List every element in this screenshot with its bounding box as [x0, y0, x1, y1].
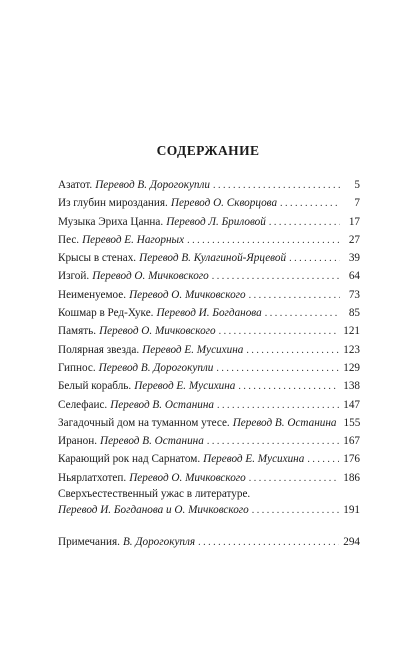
dot-leader [198, 534, 339, 552]
entry-page-number: 147 [343, 398, 360, 411]
dot-leader [213, 177, 340, 195]
entry-translator: Перевод О. Мичковского [92, 270, 209, 283]
entry-title: Загадочный дом на туманном утесе. [58, 416, 230, 429]
dot-leader [249, 287, 340, 305]
entry-translator: В. Дорогокупля [122, 535, 196, 548]
entry-page-number: 121 [343, 325, 360, 338]
dot-leader [216, 360, 339, 378]
dot-leader [212, 268, 340, 286]
toc-entry[interactable] [58, 469, 360, 487]
toc-entry[interactable] [58, 322, 360, 340]
toc-entry[interactable] [58, 396, 360, 414]
toc-entry[interactable] [58, 249, 360, 267]
toc-entry[interactable] [58, 432, 360, 450]
entry-title: Ньярлатхотеп. [58, 471, 127, 484]
entry-title: Иранон. [58, 435, 98, 448]
entry-title: Гипнос. [58, 361, 96, 374]
entry-title: Полярная звезда. [58, 343, 140, 356]
dot-leader [280, 195, 340, 213]
entry-title: Белый корабль. [58, 380, 132, 393]
toc-entry[interactable] [58, 450, 360, 468]
entry-page-number: 85 [348, 307, 360, 320]
entry-title: Музыка Эриха Цанна. [58, 215, 164, 228]
entry-title: Изгой. [58, 270, 90, 283]
entry-title: Карающий рок над Сарнатом. [58, 453, 201, 466]
entry-title: Из глубин мироздания. [58, 197, 168, 210]
page-title: СОДЕРЖАНИЕ [156, 143, 260, 158]
entry-translator: Перевод В. Останина [110, 398, 215, 411]
entry-page-number: 7 [354, 197, 360, 210]
entry-translator: Перевод О. Скворцова [170, 197, 278, 210]
dot-leader [187, 232, 340, 250]
toc-entry[interactable] [58, 377, 360, 395]
entry-page-number: 73 [348, 288, 360, 301]
entry-translator: Перевод В. Дорогокупли [98, 361, 214, 374]
entry-translator: Перевод В. Останина [232, 416, 337, 429]
toc-entry[interactable] [58, 267, 360, 285]
entry-page-number: 39 [348, 252, 360, 265]
table-of-contents [58, 176, 360, 551]
entry-title: Селефаис. [58, 398, 108, 411]
toc-entry[interactable] [58, 359, 360, 377]
entry-page-number: 186 [343, 471, 360, 484]
toc-entry[interactable] [58, 176, 360, 194]
toc-entry[interactable] [58, 286, 360, 304]
entry-title: Неименуемое. [58, 288, 127, 301]
dot-leader [289, 250, 340, 268]
dot-leader [265, 305, 340, 323]
toc-entry[interactable] [58, 414, 360, 432]
entry-page-number: 129 [343, 361, 360, 374]
entry-translator: Перевод В. Кулагиной-Ярцевой [139, 252, 287, 265]
entry-page-number: 138 [343, 380, 360, 393]
entry-translator: Перевод В. Дорогокупли [95, 179, 210, 191]
entry-title: Азатот. [58, 179, 93, 191]
entry-translator: Перевод И. Богданова [156, 307, 262, 320]
entry-page-number: 123 [343, 343, 360, 356]
entry-title: Сверхъестественный ужас в литературе. [58, 488, 251, 501]
entry-translator: Перевод О. Мичковского [99, 325, 216, 338]
toc-entry[interactable] [58, 231, 360, 249]
toc-entry-notes[interactable] [58, 533, 360, 551]
entry-page-number: 17 [348, 215, 360, 228]
entry-page-number: 5 [354, 179, 360, 191]
dot-leader [219, 323, 340, 341]
entry-translator: Перевод О. Мичковского [129, 471, 246, 484]
dot-leader [307, 451, 339, 469]
dot-leader [217, 397, 339, 415]
entry-page-number: 191 [343, 503, 360, 516]
dot-leader [246, 342, 339, 360]
entry-translator: Перевод И. Богданова и О. Мичковского [58, 503, 249, 516]
entry-page-number: 167 [343, 435, 360, 448]
entry-title: Пес. [58, 233, 80, 246]
toc-entry[interactable] [58, 304, 360, 322]
entry-title: Память. [58, 325, 97, 338]
dot-leader [207, 433, 339, 451]
entry-title: Примечания. [58, 535, 120, 548]
dot-leader [238, 378, 339, 396]
section-gap [58, 520, 360, 533]
toc-entry-multiline[interactable] [58, 487, 360, 520]
entry-translator: Перевод Е. Мусихина [203, 453, 305, 466]
entry-page-number: 176 [343, 453, 360, 466]
entry-title: Кошмар в Ред-Хуке. [58, 307, 154, 320]
toc-entry[interactable] [58, 194, 360, 212]
entry-page-number: 294 [343, 535, 360, 548]
entry-translator: Перевод В. Останина [100, 435, 204, 448]
entry-translator: Перевод Е. Мусихина [134, 380, 236, 393]
entry-translator: Перевод Е. Мусихина [142, 343, 244, 356]
toc-entry[interactable] [58, 341, 360, 359]
dot-leader [269, 214, 340, 232]
entry-page-number: 27 [348, 233, 360, 246]
toc-entry[interactable] [58, 213, 360, 231]
dot-leader [252, 503, 339, 519]
entry-translator: Перевод О. Мичковского [129, 288, 246, 301]
entry-translator: Перевод Л. Бриловой [166, 215, 266, 228]
entry-page-number: 64 [348, 270, 360, 283]
entry-translator: Перевод Е. Нагорных [82, 233, 185, 246]
entry-page-number: 155 [343, 416, 361, 429]
entry-title: Крысы в стенах. [58, 252, 137, 265]
dot-leader [249, 470, 339, 488]
